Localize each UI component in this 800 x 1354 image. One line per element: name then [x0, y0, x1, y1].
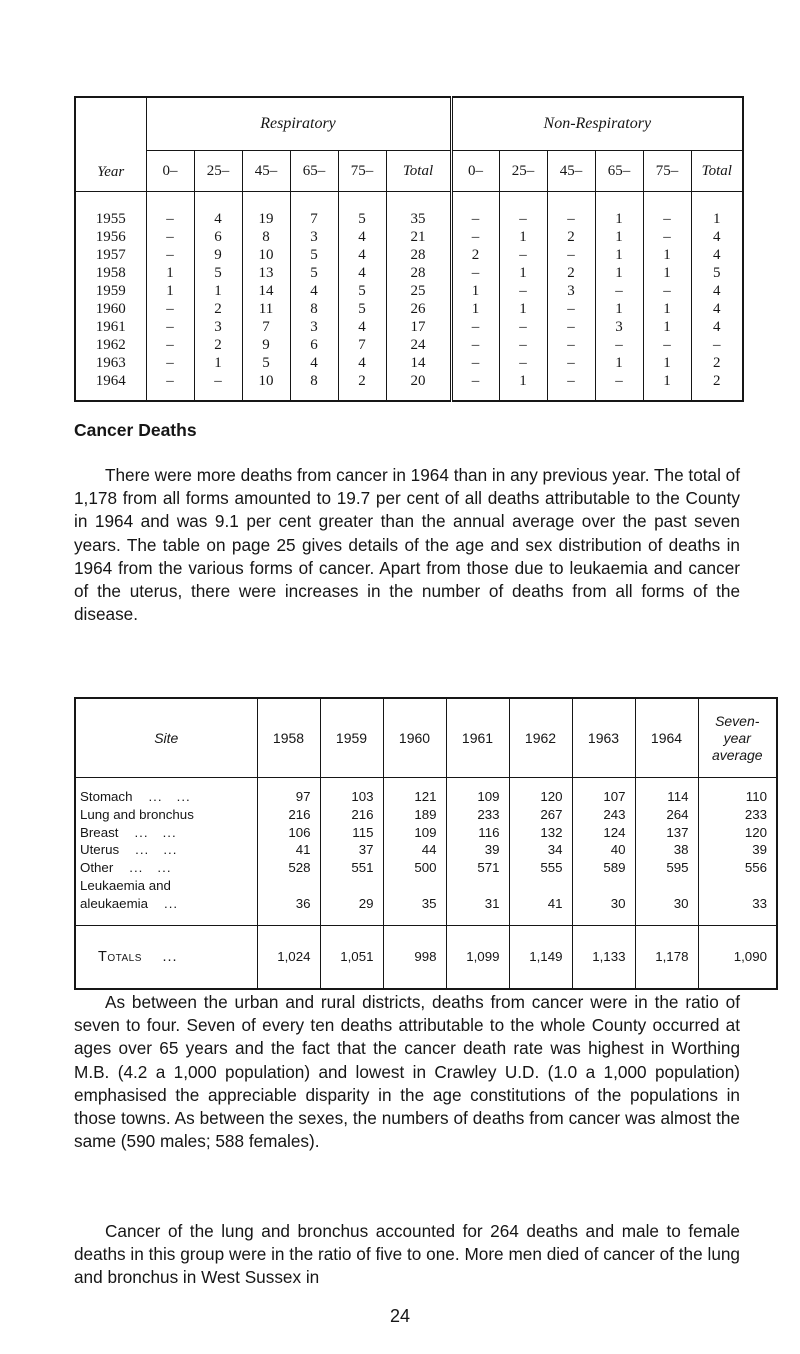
- table-row: [75, 282, 743, 300]
- table-cell: 7: [338, 336, 386, 354]
- site-cell: [75, 877, 257, 895]
- tb-table-body: [75, 192, 743, 402]
- site-cell: [75, 806, 257, 824]
- value-cell: 30: [635, 895, 698, 925]
- table-cell: –: [691, 336, 743, 354]
- table-cell: –: [547, 300, 595, 318]
- table-cell: –: [547, 372, 595, 401]
- table-row: [75, 859, 777, 877]
- age-band-header: 45–: [547, 151, 595, 192]
- value-cell: 233: [698, 806, 777, 824]
- table-cell: –: [451, 318, 499, 336]
- value-cell: 31: [446, 895, 509, 925]
- table-row: [75, 354, 743, 372]
- page-number: 24: [389, 1306, 411, 1326]
- table-cell: 14: [242, 282, 290, 300]
- table-cell: 3: [290, 228, 338, 246]
- leader-dots: ... ...: [134, 824, 177, 840]
- age-band-header: 0–: [451, 151, 499, 192]
- total-header: Total: [386, 151, 451, 192]
- table-cell: 1: [643, 372, 691, 401]
- average-header-line: average: [711, 746, 763, 763]
- value-cell: 39: [698, 841, 777, 859]
- table-row: [75, 806, 777, 824]
- value-cell: [509, 877, 572, 895]
- table-cell: –: [595, 372, 643, 401]
- totals-label-cell: [75, 925, 257, 989]
- table-row: [75, 300, 743, 318]
- table-cell: 1: [595, 228, 643, 246]
- table-cell: 1: [451, 300, 499, 318]
- table-cell: 3: [547, 282, 595, 300]
- age-band-header: 75–: [338, 151, 386, 192]
- table-cell: –: [499, 282, 547, 300]
- value-cell: 500: [383, 859, 446, 877]
- table-cell: 1963: [75, 354, 146, 372]
- table-cell: 3: [290, 318, 338, 336]
- table-row: [75, 192, 743, 229]
- table-cell: 2: [547, 228, 595, 246]
- section-heading: Cancer Deaths: [74, 420, 197, 440]
- value-cell: 39: [446, 841, 509, 859]
- value-cell: 132: [509, 824, 572, 842]
- value-cell: [320, 877, 383, 895]
- table-cell: 2: [547, 264, 595, 282]
- table-cell: 4: [338, 354, 386, 372]
- table-cell: 2: [691, 354, 743, 372]
- table-cell: 8: [290, 300, 338, 318]
- table-cell: 2: [338, 372, 386, 401]
- value-cell: 107: [572, 778, 635, 806]
- table-cell: 3: [595, 318, 643, 336]
- table-cell: –: [547, 192, 595, 229]
- total-value: 998: [383, 925, 446, 989]
- table-row: [75, 372, 743, 401]
- value-cell: 595: [635, 859, 698, 877]
- table-cell: 1: [499, 264, 547, 282]
- value-cell: 29: [320, 895, 383, 925]
- table-cell: 1: [499, 228, 547, 246]
- table-cell: 4: [691, 318, 743, 336]
- site-label: Leukaemia and: [80, 877, 171, 893]
- year-column-header: 1961: [446, 698, 509, 778]
- table-cell: –: [194, 372, 242, 401]
- cancer-table-body: [75, 778, 777, 926]
- site-label: Stomach: [80, 789, 133, 804]
- table-cell: 9: [242, 336, 290, 354]
- table-row: [75, 246, 743, 264]
- table-cell: 1: [595, 354, 643, 372]
- tb-notifications-table: [74, 96, 744, 402]
- table-cell: 2: [691, 372, 743, 401]
- table-cell: 1964: [75, 372, 146, 401]
- table-cell: 5: [338, 282, 386, 300]
- value-cell: [635, 877, 698, 895]
- value-cell: 97: [257, 778, 320, 806]
- table-cell: 5: [290, 246, 338, 264]
- table-cell: 2: [194, 300, 242, 318]
- table-cell: 28: [386, 246, 451, 264]
- site-cell: [75, 895, 257, 925]
- site-cell: [75, 859, 257, 877]
- value-cell: 189: [383, 806, 446, 824]
- cancer-deaths-table: [74, 697, 778, 990]
- value-cell: 38: [635, 841, 698, 859]
- value-cell: 216: [257, 806, 320, 824]
- table-cell: –: [547, 246, 595, 264]
- table-cell: 4: [691, 246, 743, 264]
- table-row: [75, 841, 777, 859]
- year-column-header: 1959: [320, 698, 383, 778]
- table-cell: 1957: [75, 246, 146, 264]
- table-cell: 1: [146, 264, 194, 282]
- year-column-header: 1960: [383, 698, 446, 778]
- table-cell: 6: [194, 228, 242, 246]
- value-cell: [257, 877, 320, 895]
- table-cell: 5: [338, 192, 386, 229]
- seven-year-average-header: [698, 698, 777, 778]
- year-column-header: 1963: [572, 698, 635, 778]
- leader-dots: ... ...: [129, 860, 172, 876]
- table-cell: 10: [242, 372, 290, 401]
- table-cell: 1: [595, 192, 643, 229]
- table-row: [75, 318, 743, 336]
- table-cell: –: [595, 336, 643, 354]
- table-cell: 2: [451, 246, 499, 264]
- table-cell: 1: [643, 246, 691, 264]
- table-cell: 1958: [75, 264, 146, 282]
- respiratory-group-header: Respiratory: [146, 97, 451, 151]
- totals-label: Totals: [98, 948, 142, 965]
- table-cell: –: [499, 336, 547, 354]
- value-cell: 555: [509, 859, 572, 877]
- table-cell: 4: [194, 192, 242, 229]
- table-cell: 4: [691, 282, 743, 300]
- value-cell: 30: [572, 895, 635, 925]
- value-cell: 37: [320, 841, 383, 859]
- site-label: Other: [80, 860, 114, 876]
- value-cell: 571: [446, 859, 509, 877]
- table-cell: 24: [386, 336, 451, 354]
- value-cell: 556: [698, 859, 777, 877]
- total-value: 1,133: [572, 925, 635, 989]
- value-cell: 110: [698, 778, 777, 806]
- value-cell: 103: [320, 778, 383, 806]
- value-cell: 36: [257, 895, 320, 925]
- value-cell: [383, 877, 446, 895]
- table-cell: 19: [242, 192, 290, 229]
- table-row: [75, 778, 777, 806]
- value-cell: 124: [572, 824, 635, 842]
- table-cell: 25: [386, 282, 451, 300]
- value-cell: 35: [383, 895, 446, 925]
- value-cell: 109: [383, 824, 446, 842]
- table-cell: 1955: [75, 192, 146, 229]
- leader-dots: ...: [162, 948, 178, 965]
- table-cell: 6: [290, 336, 338, 354]
- average-header-line: Seven-: [715, 712, 760, 729]
- table-cell: 5: [338, 300, 386, 318]
- table-cell: 5: [242, 354, 290, 372]
- table-cell: –: [547, 354, 595, 372]
- table-cell: –: [643, 192, 691, 229]
- value-cell: 41: [509, 895, 572, 925]
- table-cell: –: [451, 336, 499, 354]
- table-cell: 1962: [75, 336, 146, 354]
- table-cell: 8: [242, 228, 290, 246]
- table-cell: –: [146, 300, 194, 318]
- value-cell: 40: [572, 841, 635, 859]
- value-cell: 120: [698, 824, 777, 842]
- table-cell: 4: [290, 282, 338, 300]
- table-cell: –: [146, 372, 194, 401]
- table-cell: 4: [338, 228, 386, 246]
- age-band-header: 65–: [595, 151, 643, 192]
- age-band-header: 0–: [146, 151, 194, 192]
- year-column-header: 1962: [509, 698, 572, 778]
- table-row: [75, 228, 743, 246]
- table-cell: 1956: [75, 228, 146, 246]
- leader-dots: ... ...: [135, 842, 178, 858]
- table-row: [75, 336, 743, 354]
- value-cell: 528: [257, 859, 320, 877]
- table-cell: 4: [290, 354, 338, 372]
- value-cell: 106: [257, 824, 320, 842]
- site-cell: [75, 841, 257, 859]
- value-cell: 267: [509, 806, 572, 824]
- table-cell: 13: [242, 264, 290, 282]
- table-row: [75, 824, 777, 842]
- year-column-header: 1958: [257, 698, 320, 778]
- value-cell: 589: [572, 859, 635, 877]
- site-label: Lung and bronchus: [80, 806, 194, 822]
- table-cell: 10: [242, 246, 290, 264]
- table-cell: –: [146, 336, 194, 354]
- value-cell: 551: [320, 859, 383, 877]
- table-cell: –: [595, 282, 643, 300]
- table-cell: 1: [643, 264, 691, 282]
- total-value: 1,090: [698, 925, 777, 989]
- table-cell: 1: [691, 192, 743, 229]
- age-band-header: 25–: [499, 151, 547, 192]
- site-label: Uterus: [80, 842, 120, 858]
- table-cell: 1: [146, 282, 194, 300]
- leader-dots: ...: [164, 895, 179, 911]
- total-value: 1,149: [509, 925, 572, 989]
- table-cell: 2: [194, 336, 242, 354]
- year-header: Year: [75, 97, 146, 192]
- table-cell: 3: [194, 318, 242, 336]
- table-cell: 7: [242, 318, 290, 336]
- value-cell: 33: [698, 895, 777, 925]
- table-cell: –: [146, 354, 194, 372]
- table-cell: –: [451, 354, 499, 372]
- table-cell: 1: [499, 300, 547, 318]
- table-cell: 1: [499, 372, 547, 401]
- average-header-line: year: [723, 729, 751, 746]
- table-cell: 8: [290, 372, 338, 401]
- value-cell: [446, 877, 509, 895]
- value-cell: 216: [320, 806, 383, 824]
- table-cell: 4: [338, 264, 386, 282]
- table-cell: 14: [386, 354, 451, 372]
- table-cell: –: [499, 354, 547, 372]
- table-cell: –: [547, 336, 595, 354]
- table-cell: –: [451, 192, 499, 229]
- leader-dots: ... ...: [148, 789, 191, 804]
- table-row: [75, 895, 777, 925]
- table-cell: 1: [194, 282, 242, 300]
- value-cell: 137: [635, 824, 698, 842]
- table-cell: 21: [386, 228, 451, 246]
- paragraph: There were more deaths from cancer in 1964 than in any previous year. The total of 1,178 from all forms amounted to 19.7 per cent of all deaths attributable to the County in 1964 and was 9.1 per cent greater than the annual average over the past seven years. The table on page 25 gives details of the age and sex distribution of deaths in 1964 from the various forms of cancer. Apart from those due to leukaemia and cancer of the uterus, there were increases in the number of deaths from all forms of the disease.: [74, 465, 741, 625]
- site-label: Breast: [80, 824, 119, 840]
- table-cell: –: [499, 192, 547, 229]
- table-cell: –: [146, 192, 194, 229]
- value-cell: 264: [635, 806, 698, 824]
- value-cell: 233: [446, 806, 509, 824]
- table-cell: 5: [290, 264, 338, 282]
- value-cell: 115: [320, 824, 383, 842]
- value-cell: 120: [509, 778, 572, 806]
- table-cell: 9: [194, 246, 242, 264]
- total-value: 1,178: [635, 925, 698, 989]
- age-band-header: 25–: [194, 151, 242, 192]
- table-cell: 1960: [75, 300, 146, 318]
- total-header: Total: [691, 151, 743, 192]
- table-cell: 1: [643, 354, 691, 372]
- table-cell: 1: [194, 354, 242, 372]
- table-cell: 1: [595, 246, 643, 264]
- table-cell: 1: [595, 264, 643, 282]
- table-cell: –: [146, 318, 194, 336]
- table-cell: –: [643, 282, 691, 300]
- table-cell: 17: [386, 318, 451, 336]
- value-cell: 121: [383, 778, 446, 806]
- table-cell: 20: [386, 372, 451, 401]
- table-cell: 1: [643, 318, 691, 336]
- total-value: 1,051: [320, 925, 383, 989]
- value-cell: [572, 877, 635, 895]
- table-cell: 1: [595, 300, 643, 318]
- table-cell: –: [547, 318, 595, 336]
- table-cell: –: [643, 228, 691, 246]
- table-cell: 1961: [75, 318, 146, 336]
- total-value: 1,024: [257, 925, 320, 989]
- table-cell: –: [643, 336, 691, 354]
- table-cell: 7: [290, 192, 338, 229]
- table-row: [75, 264, 743, 282]
- table-cell: 4: [338, 246, 386, 264]
- age-band-header: 45–: [242, 151, 290, 192]
- table-cell: –: [146, 246, 194, 264]
- table-cell: 4: [691, 300, 743, 318]
- value-cell: 243: [572, 806, 635, 824]
- year-column-header: 1964: [635, 698, 698, 778]
- total-value: 1,099: [446, 925, 509, 989]
- table-cell: 11: [242, 300, 290, 318]
- value-cell: 116: [446, 824, 509, 842]
- table-cell: 5: [691, 264, 743, 282]
- value-cell: 34: [509, 841, 572, 859]
- table-cell: 5: [194, 264, 242, 282]
- site-cell: [75, 778, 257, 806]
- value-cell: 109: [446, 778, 509, 806]
- age-band-header: 65–: [290, 151, 338, 192]
- table-cell: 1: [643, 300, 691, 318]
- table-cell: 35: [386, 192, 451, 229]
- table-row: [75, 877, 777, 895]
- value-cell: 44: [383, 841, 446, 859]
- table-cell: –: [451, 264, 499, 282]
- table-cell: –: [451, 228, 499, 246]
- table-cell: 26: [386, 300, 451, 318]
- table-cell: 4: [691, 228, 743, 246]
- table-cell: –: [451, 372, 499, 401]
- table-cell: 4: [338, 318, 386, 336]
- table-cell: 1959: [75, 282, 146, 300]
- paragraph: Cancer of the lung and bronchus accounted for 264 deaths and male to female deaths in this group were in the ratio of five to one. More men died of cancer of the lung and bronchus in West Sussex in: [74, 1221, 740, 1288]
- age-band-header: 75–: [643, 151, 691, 192]
- table-cell: –: [146, 228, 194, 246]
- paragraph: As between the urban and rural districts, deaths from cancer were in the ratio of seven to four. Seven of every ten deaths attributable to the whole County occurred at ages over 65 years and the fact that the cancer death rate was highest in Worthing M.B. (4.2 a 1,000 population) and lowest in Crawley U.D. (1.0 a 1,000 population) emphasised the appreciable disparity in the age constitutions of the populations in those towns. As between the sexes, the numbers of deaths from cancer was almost the same (590 males; 588 females).: [74, 992, 740, 1152]
- table-cell: 1: [451, 282, 499, 300]
- value-cell: 41: [257, 841, 320, 859]
- site-header: Site: [75, 698, 257, 778]
- value-cell: 114: [635, 778, 698, 806]
- table-cell: –: [499, 318, 547, 336]
- table-cell: 28: [386, 264, 451, 282]
- non-respiratory-group-header: Non-Respiratory: [451, 97, 743, 151]
- table-cell: –: [499, 246, 547, 264]
- value-cell: [698, 877, 777, 895]
- site-cell: [75, 824, 257, 842]
- site-label: aleukaemia: [80, 895, 149, 911]
